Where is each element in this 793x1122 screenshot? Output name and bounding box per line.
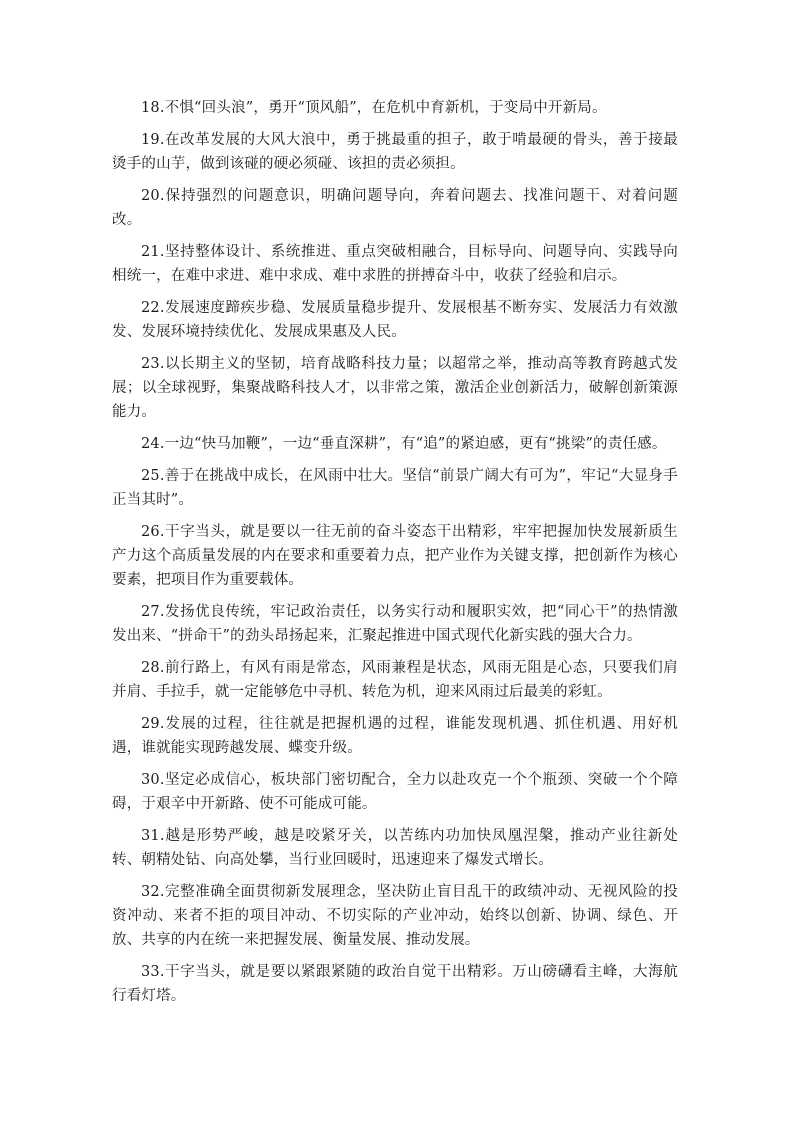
paragraph-29: 29.发展的过程，往往就是把握机遇的过程，谁能发现机遇、抓住机遇、用好机遇，谁就能实现跨越发展、蝶变升级。 [112, 716, 678, 756]
paragraph-24: 24.一边“快马加鞭”，一边“垂直深耕”，有“追”的紧迫感，更有“挑梁”的责任感。 [141, 436, 667, 452]
paragraph-19: 19.在改革发展的大风大浪中，勇于挑最重的担子，敢于啃最硬的骨头，善于接最烫手的山芋，做到该碰的硬必须碰、该担的责必须担。 [112, 132, 678, 172]
paragraph-32: 32.完整准确全面贯彻新发展理念，坚决防止盲目乱干的政绩冲动、无视风险的投资冲动、来者不拒的项目冲动、不切实际的产业冲动，始终以创新、协调、绿色、开放、共享的内在统一来把握发展、衡量发展、推动发展。 [112, 884, 678, 948]
paragraph-27: 27.发扬优良传统，牢记政治责任，以务实行动和履职实效，把“同心干”的热情激发出来、“拼命干”的劲头昂扬起来，汇聚起推进中国式现代化新实践的强大合力。 [112, 604, 678, 644]
paragraph-25: 25.善于在挑战中成长，在风雨中壮大。坚信“前景广阔大有可为”，牢记“大显身手正当其时”。 [112, 468, 678, 508]
paragraph-31: 31.越是形势严峻，越是咬紧牙关，以苦练内功加快凤凰涅槃，推动产业往新处转、朝精处钻、向高处攀，当行业回暖时，迅速迎来了爆发式增长。 [112, 828, 678, 868]
document-page [112, 96, 678, 1016]
paragraph-22: 22.发展速度蹄疾步稳、发展质量稳步提升、发展根基不断夯实、发展活力有效激发、发展环境持续优化、发展成果惠及人民。 [112, 300, 678, 340]
paragraph-33: 33.干字当头，就是要以紧跟紧随的政治自觉干出精彩。万山磅礴看主峰，大海航行看灯塔。 [112, 964, 678, 1004]
paragraph-18: 18.不惧“回头浪”，勇开“顶风船”，在危机中育新机，于变局中开新局。 [141, 100, 607, 116]
paragraph-21: 21.坚持整体设计、系统推进、重点突破相融合，目标导向、问题导向、实践导向相统一，在难中求进、难中求成、难中求胜的拼搏奋斗中，收获了经验和启示。 [112, 244, 678, 284]
paragraph-26: 26.干字当头，就是要以一往无前的奋斗姿态干出精彩，牢牢把握加快发展新质生产力这个高质量发展的内在要求和重要着力点，把产业作为关键支撑，把创新作为核心要素，把项目作为重要载体。 [112, 524, 678, 588]
paragraph-20: 20.保持强烈的问题意识，明确问题导向，奔着问题去、找准问题干、对着问题改。 [112, 188, 678, 228]
paragraph-23: 23.以长期主义的坚韧，培育战略科技力量；以超常之举，推动高等教育跨越式发展；以全球视野，集聚战略科技人才，以非常之策，激活企业创新活力，破解创新策源能力。 [112, 356, 678, 420]
paragraph-30: 30.坚定必成信心，板块部门密切配合，全力以赴攻克一个个瓶颈、突破一个个障碍，于艰辛中开新路、使不可能成可能。 [112, 772, 678, 812]
paragraph-28: 28.前行路上，有风有雨是常态，风雨兼程是状态，风雨无阻是心态，只要我们肩并肩、手拉手，就一定能够危中寻机、转危为机，迎来风雨过后最美的彩虹。 [112, 660, 678, 700]
